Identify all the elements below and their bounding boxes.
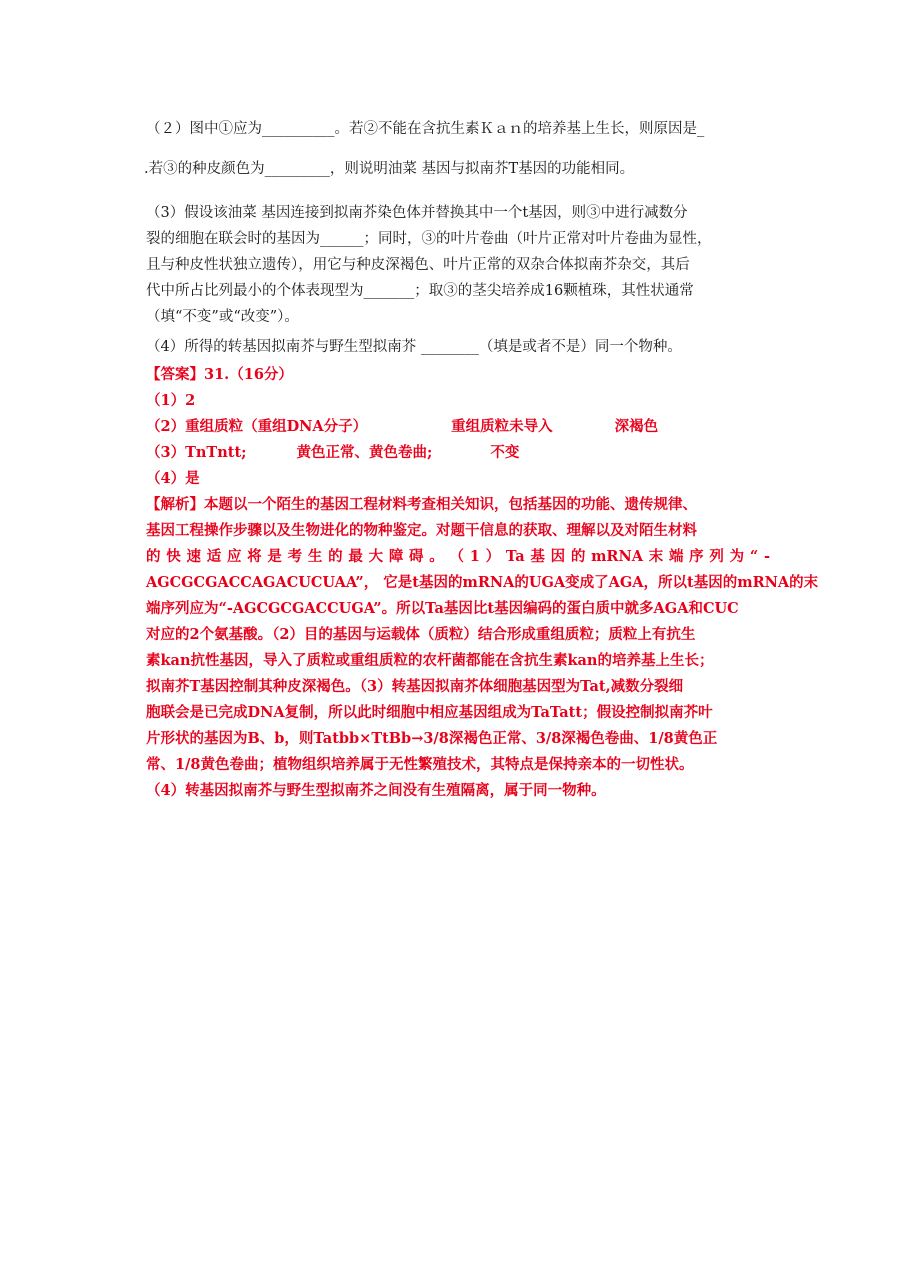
analysis-line-6: 对应的2个氨基酸。（2）目的基因与运载体（质粒）结合形成重组质粒；质粒上有抗生 [146, 626, 696, 643]
analysis-line-11: 常、1/8黄色卷曲；植物组织培养属于无性繁殖技术，其特点是保持亲本的一切性状。 [146, 756, 694, 773]
analysis-line-2: 基因工程操作步骤以及生物进化的物种鉴定。对题干信息的获取、理解以及对陌生材料 [146, 522, 697, 539]
analysis-line-3-token: 1 [469, 548, 480, 565]
analysis-line-3-token: 快 [166, 548, 181, 565]
analysis-line-3-token: 。 [429, 548, 444, 565]
answer-3-label: （3）TnTntt; [146, 444, 247, 461]
answer-tag: 【答案】 [146, 366, 204, 383]
analysis-line-10: 片形状的基因为B、b，则Tatbb×TtBb→3/8深褐色正常、3/8深褐色卷曲、1/8黄色正 [146, 730, 718, 747]
analysis-line-3-token: 列 [709, 548, 724, 565]
analysis-line-7: 素kan抗性基因，导入了质粒或重组质粒的农杆菌都能在含抗生素kan的培养基上生长； [146, 652, 714, 669]
q3-line-2: 裂的细胞在联会时的基因为______；同时，③的叶片卷曲（叶片正常对叶片卷曲为显性， [146, 231, 712, 247]
q3-line-4: 代中所占比列最小的个体表现型为_______；取③的茎尖培养成16颗植珠，其性状通常 [146, 283, 694, 299]
analysis-line-3-token: 端 [668, 548, 684, 565]
analysis-line-5: 端序列应为“-AGCGCGACCUGA”。所以Ta基因比t基因编码的蛋白质中就多AGA和CUC [146, 600, 739, 617]
analysis-line-3-token: 的 [328, 548, 343, 565]
analysis-line-3-token: 末 [648, 548, 664, 565]
analysis-line-3-token: 基 [530, 548, 545, 565]
analysis-line-3-token: 序 [689, 548, 704, 565]
analysis-line-1: 【解析】本题以一个陌生的基因工程材料考查相关知识，包括基因的功能、遗传规律、 [146, 496, 697, 513]
analysis-line-3 [146, 546, 770, 568]
analysis-line-3-token: 生 [307, 548, 323, 565]
answer-2 [146, 416, 658, 438]
analysis-line-3-token: Ta [505, 548, 525, 565]
analysis-line-3-justified [146, 546, 770, 568]
answer-2-part2: 重组质粒未导入 [451, 418, 553, 435]
q3-line-3: 且与种皮性状独立遗传），用它与种皮深褐色、叶片正常的双杂合体拟南芥杂交，其后 [146, 257, 690, 273]
analysis-line-3-token: 应 [226, 548, 242, 565]
analysis-line-3-token: - [763, 548, 770, 565]
analysis-line-3-token: （ [449, 548, 465, 565]
analysis-line-3-token: mRNA [591, 548, 643, 565]
analysis-tag: 【解析】 [146, 496, 204, 513]
analysis-line-3-token: 考 [287, 548, 303, 565]
q4-line-1: （4）所得的转基因拟南芥与野生型拟南芥 ________（填是或者不是）同一个物种。 [146, 339, 682, 355]
analysis-line-3-token: 将 [247, 548, 262, 565]
answer-3-part3: 不变 [490, 444, 520, 461]
analysis-line-3-token: 的 [570, 548, 586, 565]
analysis-line-3-token: 适 [206, 548, 222, 565]
q3-line-5: （填“不变”或“改变”）。 [146, 309, 299, 325]
analysis-line-3-token: 是 [267, 548, 282, 565]
analysis-line-8: 拟南芥T基因控制其种皮深褐色。（3）转基因拟南芥体细胞基因型为Tat,减数分裂细 [146, 678, 684, 695]
analysis-line-3-token: 的 [146, 548, 161, 565]
answer-3-part2: 黄色正常、黄色卷曲; [296, 444, 433, 461]
analysis-line-3-token: 碍 [409, 548, 424, 565]
analysis-line-3-token: 最 [348, 548, 363, 565]
analysis-line-3-token: 因 [550, 548, 566, 565]
analysis-line-9: 胞联会是已完成DNA复制，所以此时细胞中相应基因组成为TaTatt；假设控制拟南芥叶 [146, 704, 713, 721]
analysis-line-3-token: 为 [729, 548, 745, 565]
answer-3 [146, 442, 519, 464]
analysis-line-4: AGCGCGACCAGACUCUAA”， 它是t基因的mRNA的UGA变成了AGA，所以t基因的mRNA的末 [146, 574, 819, 591]
analysis-line-3-token: ） [485, 548, 501, 565]
q2-line-2: .若③的种皮颜色为_________，则说明油菜 基因与拟南芥T基因的功能相同。 [144, 161, 635, 177]
analysis-line-3-token: 障 [388, 548, 404, 565]
q3-line-1: （3）假设该油菜 基因连接到拟南芥染色体并替换其中一个t基因，则③中进行减数分 [146, 205, 688, 221]
answer-1: （1）2 [146, 392, 196, 409]
answer-2-label: （2）重组质粒（重组DNA分子） [146, 418, 368, 435]
answer-header: 31.（16分） [204, 366, 293, 383]
q2-line-1: （２）图中①应为__________。若②不能在含抗生素Ｋａｎ的培养基上生长，则原因是_ [146, 121, 705, 137]
analysis-line-3-token: 速 [186, 548, 201, 565]
analysis-line-3-token: “ [749, 548, 759, 565]
answer-header-line [146, 364, 293, 386]
answer-2-part3: 深褐色 [614, 418, 659, 435]
answer-4: （4）是 [146, 470, 200, 487]
analysis-line-3-token: 大 [368, 548, 384, 565]
analysis-line-12: （4）转基因拟南芥与野生型拟南芥之间没有生殖隔离，属于同一物种。 [146, 782, 606, 799]
